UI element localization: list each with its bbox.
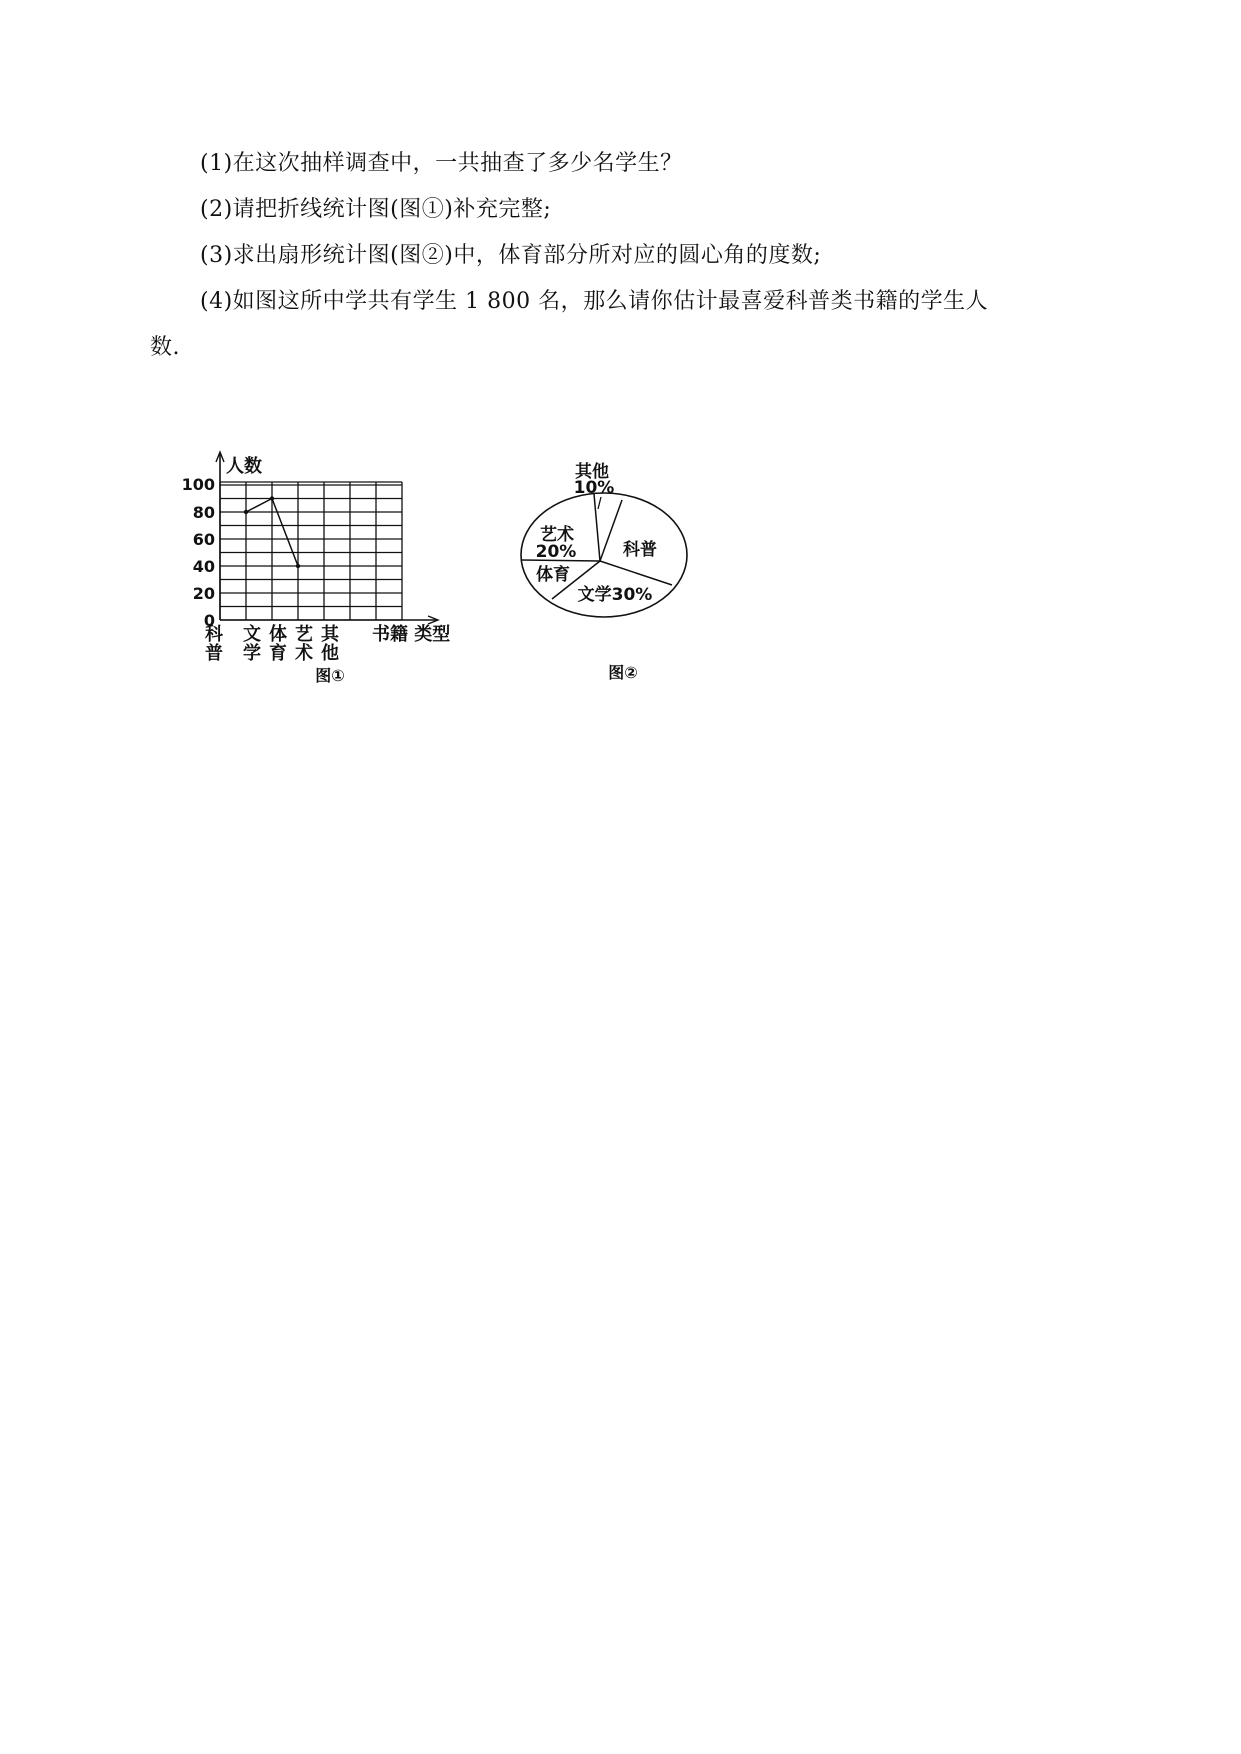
pie-slice-label: 艺术 [540, 525, 574, 545]
y-tick-label: 40 [192, 557, 215, 576]
chart-grid [220, 482, 402, 620]
y-tick-label: 20 [192, 584, 215, 603]
question-1: (1)在这次抽样调查中，一共抽查了多少名学生？ [200, 151, 683, 176]
y-tick-label: 60 [192, 530, 215, 549]
x-tick-label: 科 [205, 624, 223, 645]
pie-slice-boundary [600, 500, 622, 561]
question-4-continued: 数. [150, 335, 180, 360]
x-tick-label: 普 [205, 643, 223, 664]
question-3: (3)求出扇形统计图(图②)中，体育部分所对应的圆心角的度数; [200, 243, 822, 268]
pie-slice-boundary [600, 561, 672, 585]
line-chart-figure [181, 450, 530, 730]
x-axis-label: 书籍 类型 [372, 624, 451, 645]
y-tick-label: 0 [203, 611, 215, 630]
pie-slice-label: 体育 [536, 565, 570, 585]
figure-caption-2: 图② [608, 663, 638, 682]
pie-labels [536, 461, 657, 605]
pie-chart-figure [500, 450, 730, 730]
pie-slice-label: 20% [535, 542, 577, 562]
pie-slice-label: 科普 [623, 540, 657, 560]
chart-axes [216, 452, 438, 624]
question-2: (2)请把折线统计图(图①)补充完整; [200, 197, 552, 222]
pie-leader-line [598, 497, 601, 509]
x-tick-label: 他 [321, 643, 339, 664]
y-tick-labels [182, 475, 215, 630]
pie-slice-label: 其他 [575, 462, 609, 482]
x-tick-labels [205, 623, 340, 664]
data-point [296, 564, 300, 568]
y-axis-label: 人数 [226, 456, 262, 477]
question-4: (4)如图这所中学共有学生 1 800 名，那么请你估计最喜爱科普类书籍的学生人 [200, 289, 989, 314]
y-tick-label: 80 [192, 503, 215, 522]
data-point [270, 496, 274, 500]
x-tick-label: 学 [243, 643, 261, 664]
x-tick-label: 育 [269, 643, 287, 664]
x-tick-label: 艺 [295, 624, 313, 645]
data-point [244, 510, 248, 514]
figure-caption-1: 图① [315, 666, 345, 685]
x-tick-label: 体 [269, 624, 287, 645]
x-tick-label: 文 [243, 624, 261, 645]
pie-slice-label: 10% [573, 478, 615, 498]
x-tick-label: 其 [321, 624, 339, 645]
y-tick-label: 100 [181, 475, 215, 494]
pie-slice-label: 文学30% [577, 585, 653, 605]
x-tick-label: 术 [295, 643, 313, 664]
